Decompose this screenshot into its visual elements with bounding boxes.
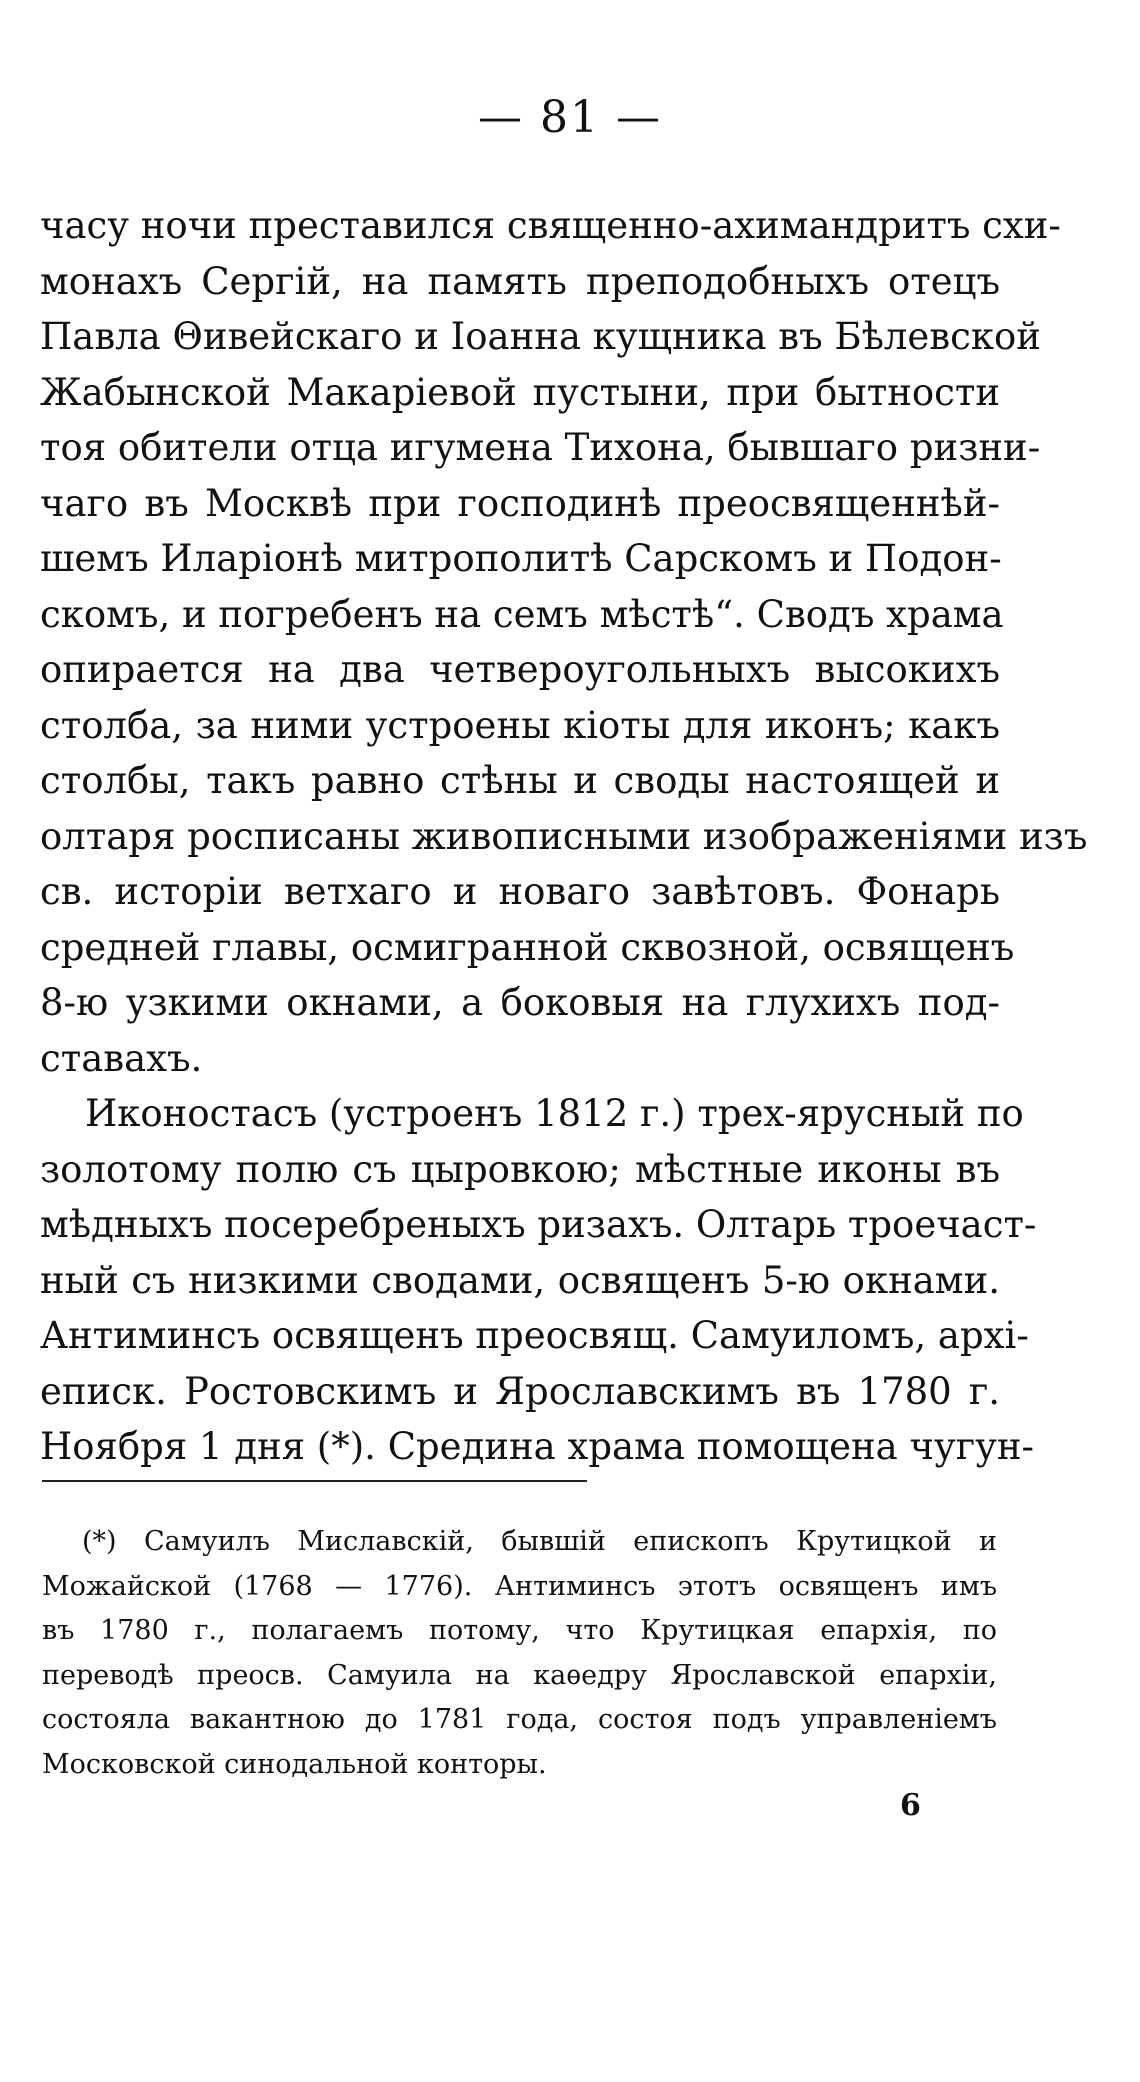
text-line: 8-ю узкими окнами, а боковыя на глухихъ под- [40, 981, 1000, 1024]
text-line: еписк. Ростовскимъ и Ярославскимъ въ 1780 г. [40, 1369, 1000, 1413]
paragraph-start-line: Иконостасъ (устроенъ 1812 г.) трех-ярусный по [85, 1092, 1024, 1135]
text-line: Антиминсъ освященъ преосвящ. Самуиломъ, архі- [40, 1314, 1029, 1357]
text-line: золотому полю съ цыровкою; мѣстные иконы въ [40, 1147, 1000, 1191]
text-line: чаго въ Москвѣ при господинѣ преосвященнѣй- [40, 481, 1000, 525]
text-line: Жабынской Макаріевой пустыни, при бытности [40, 370, 1000, 414]
text-line: опирается на два четвероугольныхъ высокихъ [40, 648, 1000, 691]
text-line: столба, за ними устроены кіоты для иконъ; какъ [40, 703, 1000, 747]
text-line: скомъ, и погребенъ на семъ мѣстѣ“. Сводъ храма [40, 592, 1004, 636]
footnote [42, 1520, 997, 1787]
text-line: ставахъ. [40, 1036, 203, 1080]
text-line: тоя обители отца игумена Тихона, бывшаго ризни- [40, 426, 1041, 469]
footnote-line: въ 1780 г., полагаемъ потому, что Крутицкая епархія, по [42, 1615, 997, 1646]
text-line: монахъ Сергій, на память преподобныхъ отецъ [40, 259, 1000, 303]
text-line: св. исторіи ветхаго и новаго завѣтовъ. Фонарь [40, 870, 1000, 913]
footnote-divider [42, 1480, 587, 1482]
text-line: Павла Θивейскаго и Іоанна кущника въ Бѣлевской [40, 315, 1041, 358]
text-line: столбы, такъ равно стѣны и своды настоящей и [40, 759, 1000, 802]
text-line: олтаря росписаны живописными изображеніями изъ [40, 814, 1088, 858]
text-line: мѣдныхъ посеребреныхъ ризахъ. Олтарь троечаст- [40, 1203, 1037, 1246]
footnote-line: состояла вакантною до 1781 года, состоя подъ управленіемъ [42, 1704, 997, 1735]
text-line: шемъ Иларіонѣ митрополитѣ Сарскомъ и Подон- [40, 537, 1002, 580]
main-text [40, 198, 1088, 1475]
text-line: средней главы, осмигранной сквозной, освященъ [40, 925, 1015, 969]
footnote-line: Можайской (1768 — 1776). Антиминсъ этотъ освященъ имъ [42, 1570, 997, 1602]
footnote-line: Московской синодальной конторы. [42, 1748, 547, 1780]
footnote-line: (*) Самуилъ Миславскій, бывшій епископъ Крутицкой и [82, 1526, 997, 1557]
text-line: часу ночи преставился священно-ахимандритъ схи- [40, 204, 1061, 247]
footnote-line: переводѣ преосв. Самуила на каѳедру Ярославской епархіи, [42, 1659, 997, 1691]
text-line: ный съ низкими сводами, освященъ 5-ю окнами. [40, 1258, 1000, 1302]
text-line: Ноября 1 дня (*). Средина храма помощена чугун- [40, 1425, 1035, 1468]
page-number: — 81 — [478, 92, 662, 143]
signature-mark: 6 [900, 1788, 921, 1823]
